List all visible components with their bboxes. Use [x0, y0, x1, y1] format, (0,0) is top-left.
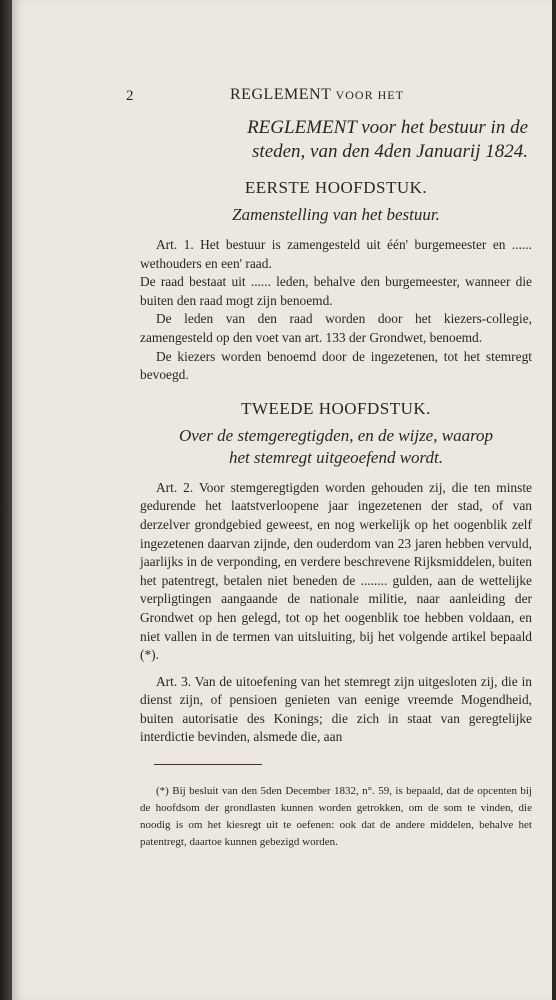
- book-spine-edge: [0, 0, 12, 1000]
- page-header: [12, 86, 552, 108]
- leden-paragraph: De leden van den raad worden door het kiezers-collegie, zamengesteld op den voet van art. 133 der Grondwet, benoemd.: [140, 311, 532, 345]
- kiezers-paragraph: De kiezers worden benoemd door de ingezetenen, tot het stemregt bevoegd.: [140, 348, 532, 383]
- running-title: [230, 86, 404, 104]
- running-title-small: VOOR HET: [335, 88, 404, 102]
- document-title-line2: steden, van den 4den Januarij 1824.: [252, 141, 528, 162]
- document-title-line1: REGLEMENT voor het bestuur in de: [247, 117, 528, 138]
- footnote: (*) Bij besluit van den 5den December 1832, n°. 59, is bepaald, dat de opcenten bij de hoofdsom der grondlasten kunnen worden getrokken, om de som te vinden, die noodig is om het kiesregt uit te oefenen: ook dat de andere middelen, behalve het patentregt, daartoe kunnen gebezigd worden.: [140, 785, 532, 848]
- article1-paragraph: Art. 1. Het bestuur is zamengesteld uit één' burgemeester en ...... wethouders en een' raad.: [140, 237, 532, 271]
- book-page: [12, 0, 552, 1000]
- running-title-main: REGLEMENT: [230, 86, 332, 103]
- chapter2-heading: TWEEDE HOOFDSTUK.: [241, 398, 431, 418]
- chapter2-subheading-line1: Over de stemgeregtigden, en de wijze, waarop: [178, 425, 494, 445]
- article3-paragraph: Art. 3. Van de uitoefening van het stemregt zijn uitgesloten zij, die in dienst zijn, of pensioen genieten van eenige vreemde Mogendheid, buiten autorisatie des Konings; die zich in staat van geregtelijke interdictie bevinden, alsmede die, aan: [140, 673, 532, 745]
- raad-paragraph: De raad bestaat uit ...... leden, behalve den burgemeester, wanneer die buiten den raad mogt zijn benoemd.: [140, 274, 532, 308]
- footnote-divider: [154, 764, 262, 765]
- chapter1-subheading: Zamenstelling van het bestuur.: [232, 205, 440, 224]
- main-text: [140, 116, 532, 747]
- article2-paragraph: Art. 2. Voor stemgeregtigden worden gehouden zij, die ten minste gedurende het laatstverloopene jaar ingezetenen der stad, of van derzelver grondgebied geweest, en nog werkelijk op het oogenblik zelf ingezetenen daarvan zijnde, den ouderdom van 23 jaren hebben vervuld, jaarlijks in de verponding, en verdere beschrevene Rijksmiddelen, buiten het patentregt, betalen niet beneden de ........ gulden, aan de wettelijke verpligtingen aangaande de nationale militie, naar aanleiding der Grondwet op hen gelegd, tot op het oogenblik toe hebben voldaan, en niet vallen in de termen van uitsluiting, bij het volgende artikel bepaald (*).: [140, 479, 532, 663]
- page-number: 2: [126, 88, 134, 104]
- chapter1-heading: EERSTE HOOFDSTUK.: [244, 178, 428, 197]
- chapter2-subheading-line2: het stemregt uitgeoefend wordt.: [228, 447, 444, 467]
